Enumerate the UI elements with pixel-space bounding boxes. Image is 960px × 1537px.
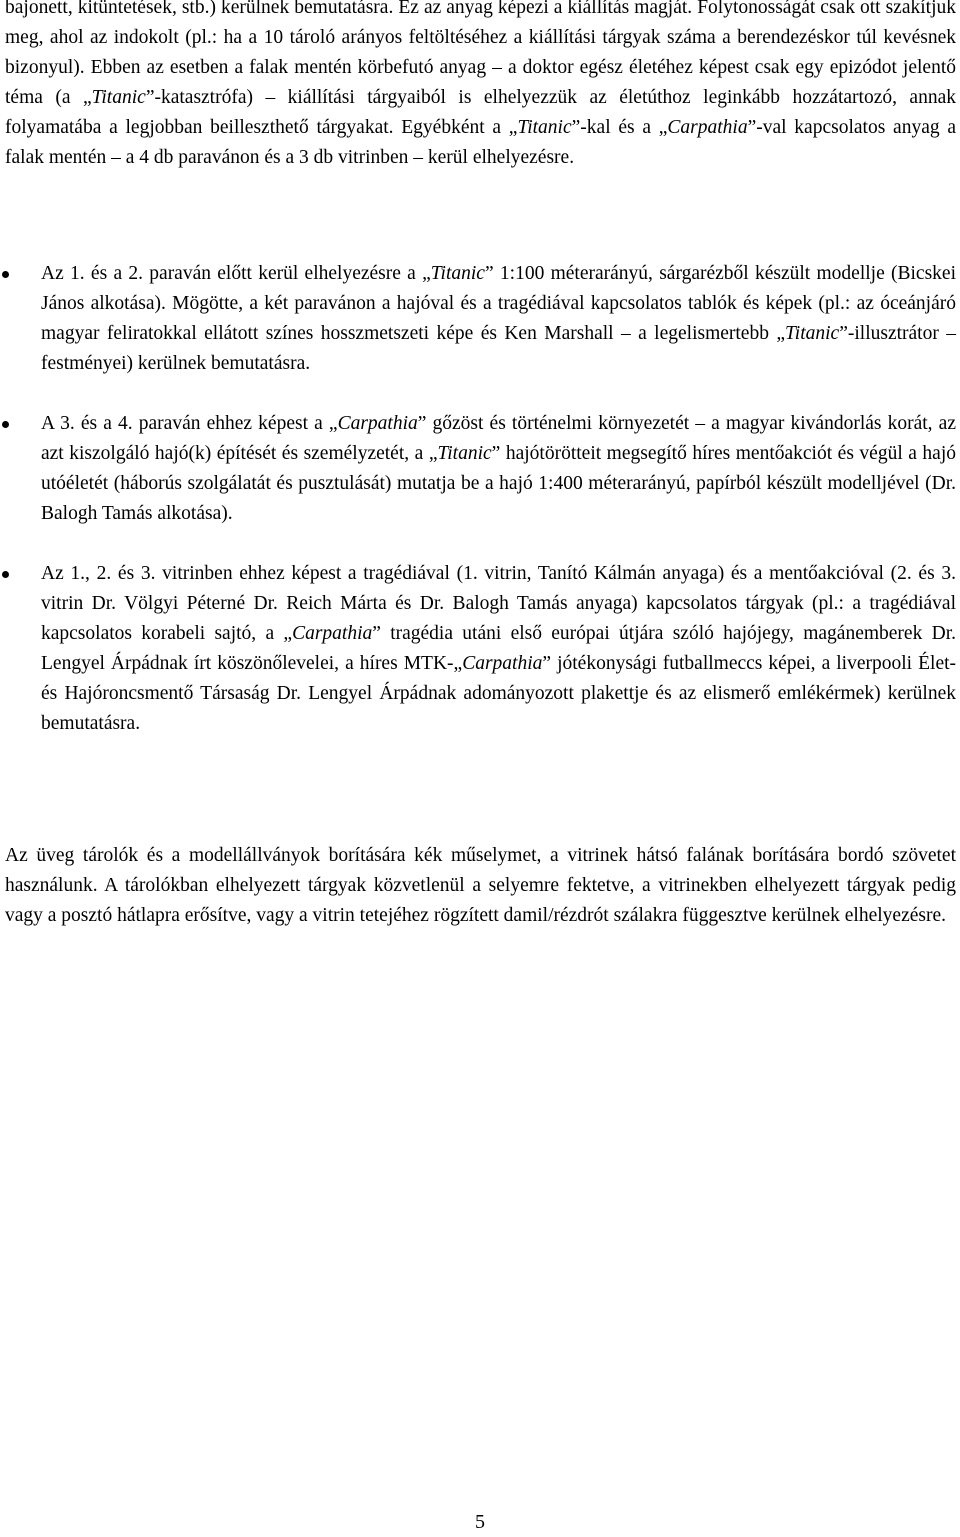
list-item: A 3. és a 4. paraván ehhez képest a „Carpathia” gőzöst és történelmi környezetét – a magyar kivándorlás korát, az azt kiszolgáló hajó(k) építését és személyzetét, a „Titanic” hajótörötteit megsegítő híres mentőakciót és végül a hajó utóéletét (háborús szolgálatát és pusztulását) mutatja be a hajó 1:400 méterarányú, papírból készült modelljével (Dr. Balogh Tamás alkotása). xyxy=(0,409,956,529)
closing-paragraph: Az üveg tárolók és a modellállványok borítására kék műselymet, a vitrinek hátsó falának borítására bordó szövetet használunk. A tárolókban elhelyezett tárgyak közvetlenül a selyemre fektetve, a vitrinekben elhelyezett tárgyak pedig vagy a posztó hátlapra erősítve, vagy a vitrin tetejéhez rögzített damil/rézdrót szálakra függesztve kerülnek elhelyezésre. xyxy=(5,845,956,926)
list-item: Az 1. és a 2. paraván előtt kerül elhelyezésre a „Titanic” 1:100 méterarányú, sárgarézből készült modellje (Bicskei János alkotása). Mögötte, a két paravánon a hajóval és a tragédiával kapcsolatos tablók és képek (pl.: az óceánjáró magyar feliratokkal ellátott színes hosszmetszeti képe és Ken Marshall – a legelismertebb „Titanic”-illusztrátor – festményei) kerülnek bemutatásra. xyxy=(0,259,956,379)
italic-title: Carpathia xyxy=(667,117,748,138)
spacer xyxy=(0,529,956,559)
spacer xyxy=(0,379,956,409)
page-number: 5 xyxy=(475,1511,485,1533)
italic-title: Carpathia xyxy=(462,653,543,674)
italic-title: Titanic xyxy=(91,87,146,108)
italic-title: Carpathia xyxy=(337,413,418,434)
bullet-icon xyxy=(2,271,9,278)
intro-text: bajonett, kitüntetések, stb.) kerülnek bemutatásra. Ez az anyag képezi a kiállítás magját. Folytonosságát csak ott szakítjuk meg, ahol az indokolt (pl.: ha a 10 tároló arányos feltöltéséhez a kiállítási tárgyak száma a berendezéskor túl kevésnek bizonyul). Ebben az esetben a falak mentén körbefutó anyag – a doktor egész életéhez képest csak egy epizódot jelentő téma (a „Titanic”-katasztrófa) – kiállítási tárgyaiból is elhelyezzük az életúthoz leginkább hozzátartozó, annak folyamatába a legjobban beilleszthető tárgyakat. Egyébként a „Titanic”-kal és a „Carpathia”-val kapcsolatos anyag a falak mentén – a 4 db paravánon és a 3 db vitrinben – kerül elhelyezésre. xyxy=(5,0,956,168)
bullet-list xyxy=(0,259,956,739)
italic-title: Titanic xyxy=(785,323,840,344)
italic-title: Titanic xyxy=(430,263,485,284)
italic-title: Titanic xyxy=(517,117,572,138)
bullet-icon xyxy=(2,421,9,428)
intro-paragraph xyxy=(5,0,956,173)
list-item: Az 1., 2. és 3. vitrinben ehhez képest a tragédiával (1. vitrin, Tanító Kálmán anyaga) és a mentőakcióval (2. és 3. vitrin Dr. Völgyi Péterné Dr. Reich Márta és Dr. Balogh Tamás anyaga) kapcsolatos tárgyak (pl.: a tragédiával kapcsolatos korabeli sajtó, a „Carpathia” tragédia utáni első európai útjára szóló hajójegy, magánemberek Dr. Lengyel Árpádnak írt köszönőlevelei, a híres MTK-„Carpathia” jótékonysági futballmeccs képei, a liverpooli Élet- és Hajóroncsmentő Társaság Dr. Lengyel Árpádnak adományozott plakettje és az elismerő emlékérmek) kerülnek bemutatásra. xyxy=(0,559,956,739)
bullet-icon xyxy=(2,571,9,578)
italic-title: Titanic xyxy=(437,443,492,464)
italic-title: Carpathia xyxy=(292,623,373,644)
